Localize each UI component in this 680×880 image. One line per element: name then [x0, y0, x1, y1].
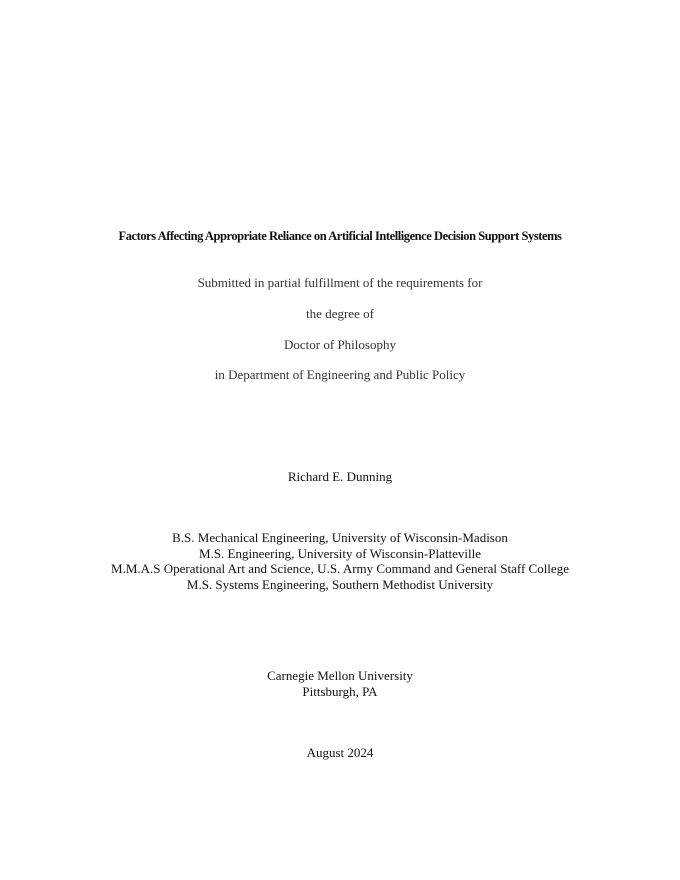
prior-degree: M.M.A.S Operational Art and Science, U.S. Army Command and General Staff College	[111, 561, 569, 576]
degree-name: Doctor of Philosophy	[284, 337, 396, 352]
prior-degree: M.S. Engineering, University of Wisconsin-Platteville	[199, 545, 481, 561]
institution-name: Carnegie Mellon University	[267, 668, 413, 683]
prior-degree: B.S. Mechanical Engineering, University of Wisconsin-Madison	[172, 530, 508, 545]
submission-statement-line-2: the degree of	[306, 306, 374, 321]
prior-degree: M.S. Systems Engineering, Southern Methodist University	[186, 576, 494, 592]
institution-location: Pittsburgh, PA	[302, 684, 378, 699]
prior-degrees-list	[0, 530, 680, 592]
author-name: Richard E. Dunning	[287, 469, 393, 484]
submission-statement-line-1: Submitted in partial fulfillment of the requirements for	[197, 275, 483, 290]
submission-date: August 2024	[306, 745, 374, 760]
department: in Department of Engineering and Public Policy	[214, 367, 466, 382]
thesis-title: Factors Affecting Appropriate Reliance on Artificial Intelligence Decision Support Systems	[118, 229, 562, 243]
